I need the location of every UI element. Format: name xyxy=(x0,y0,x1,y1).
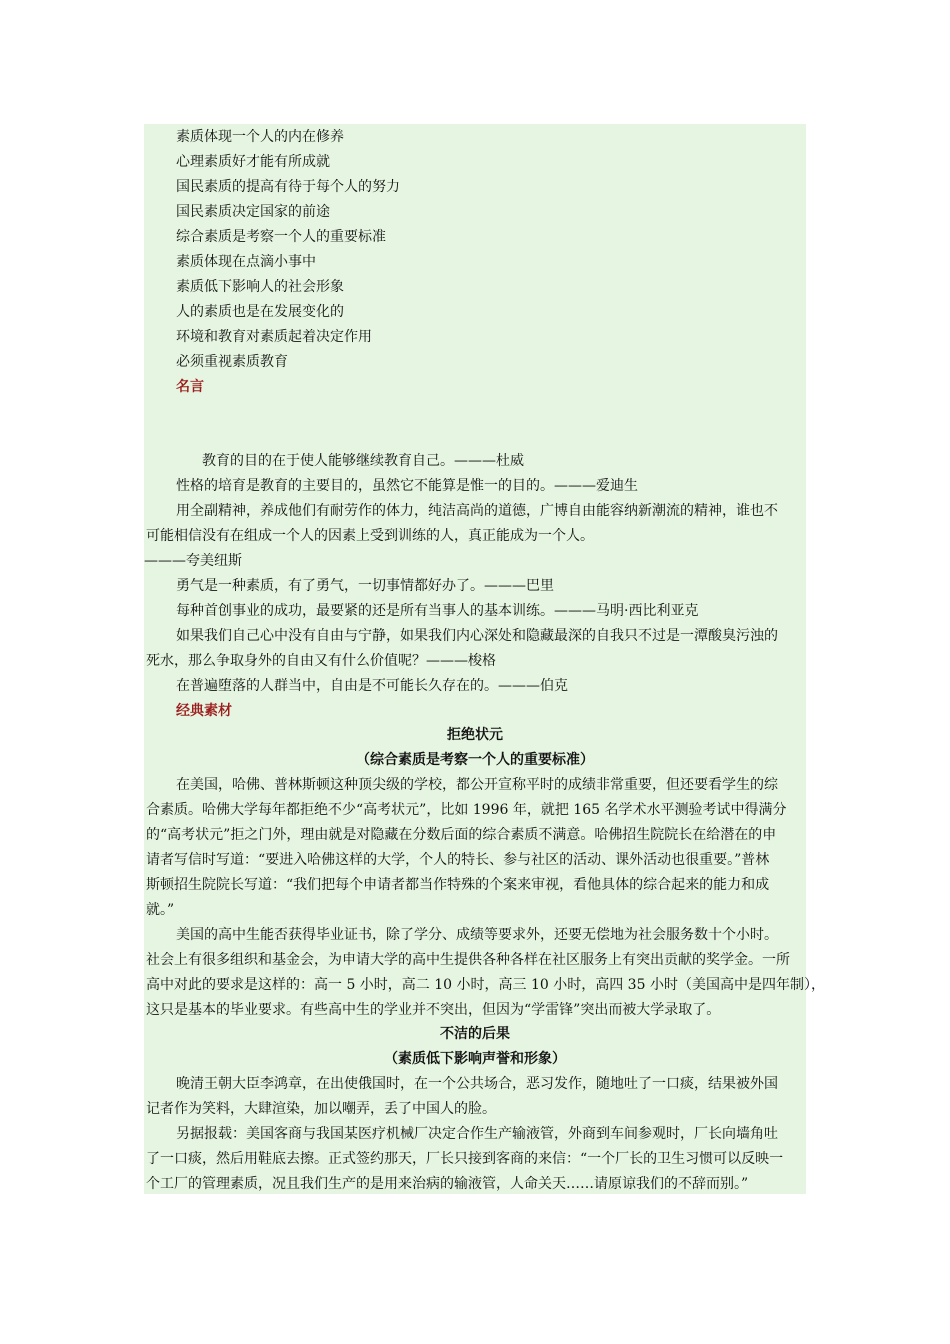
story-line: 了一口痰，然后用鞋底去擦。正式签约那天，厂长只接到客商的来信：“一个厂长的卫生习惯可以反映一 xyxy=(146,1151,784,1167)
story-line: 个工厂的管理素质，况且我们生产的是用来治病的输液管，人命关天……请原谅我们的不辞而别。” xyxy=(146,1176,749,1192)
story-subtitle: （素质低下影响声誉和形象） xyxy=(384,1051,566,1067)
quote-line: 死水，那么争取身外的自由又有什么价值呢？———梭格 xyxy=(146,653,496,669)
quote-line: 可能相信没有在组成一个人的因素上受到训练的人，真正能成为一个人。 xyxy=(146,528,594,544)
story-line: 美国的高中生能否获得毕业证书，除了学分、成绩等要求外，还要无偿地为社会服务数十个小时。 xyxy=(176,927,778,943)
quote-line: ———夸美纽斯 xyxy=(144,553,242,569)
story-line: 另据报载：美国客商与我国某医疗机械厂决定合作生产输液管，外商到车间参观时，厂长向墙角吐 xyxy=(176,1126,778,1142)
story-title: 不洁的后果 xyxy=(440,1026,510,1042)
story-line: 斯顿招生院院长写道：“我们把每个申请者都当作特殊的个案来审视，看他具体的综合起来的能力和成 xyxy=(146,877,770,893)
story-line: 晚清王朝大臣李鸿章，在出使俄国时，在一个公共场合，恶习发作，随地吐了一口痰，结果被外国 xyxy=(176,1076,778,1092)
story-subtitle: （综合素质是考察一个人的重要标准） xyxy=(356,752,594,768)
intro-line: 素质体现一个人的内在修养 xyxy=(176,129,344,145)
quote-line: 教育的目的在于使人能够继续教育自己。———杜威 xyxy=(202,453,524,469)
classic-heading: 经典素材 xyxy=(176,703,232,719)
intro-line: 国民素质决定国家的前途 xyxy=(176,204,330,220)
story-line: 请者写信时写道：“要进入哈佛这样的大学，个人的特长、参与社区的活动、课外活动也很重要。”普林 xyxy=(146,852,770,868)
quote-line: 每种首创事业的成功，最要紧的还是所有当事人的基本训练。———马明·西比利亚克 xyxy=(176,603,699,619)
quotes-heading: 名言 xyxy=(176,379,204,395)
quote-line: 用全副精神，养成他们有耐劳作的体力，纯洁高尚的道德，广博自由能容纳新潮流的精神，谁也不 xyxy=(176,503,778,519)
quote-line: 性格的培育是教育的主要目的，虽然它不能算是惟一的目的。———爱迪生 xyxy=(176,478,638,494)
story-line: 社会上有很多组织和基金会，为申请大学的高中生提供各种各样在社区服务上有突出贡献的奖学金。一所 xyxy=(146,952,790,968)
story-line: 高中对此的要求是这样的：高一 5 小时，高二 10 小时，高三 10 小时，高四 35 小时（美国高中是四年制）， xyxy=(146,977,825,993)
intro-line: 环境和教育对素质起着决定作用 xyxy=(176,329,372,345)
quote-line: 如果我们自己心中没有自由与宁静，如果我们内心深处和隐藏最深的自我只不过是一潭酸臭污浊的 xyxy=(176,628,778,644)
intro-line: 素质低下影响人的社会形象 xyxy=(176,279,344,295)
intro-line: 必须重视素质教育 xyxy=(176,354,288,370)
story-line: 合素质。哈佛大学每年都拒绝不少“高考状元”，比如 1996 年，就把 165 名学术水平测验考试中得满分 xyxy=(146,802,787,818)
intro-line: 人的素质也是在发展变化的 xyxy=(176,304,344,320)
quote-line: 在普遍堕落的人群当中，自由是不可能长久存在的。———伯克 xyxy=(176,678,568,694)
intro-line: 综合素质是考察一个人的重要标准 xyxy=(176,229,386,245)
story-line: 这只是基本的毕业要求。有些高中生的学业并不突出，但因为“学雷锋”突出而被大学录取了。 xyxy=(146,1002,721,1018)
story-line: 的“高考状元”拒之门外，理由就是对隐藏在分数后面的综合素质不满意。哈佛招生院院长在给潜在的申 xyxy=(146,827,777,843)
story-line: 记者作为笑料，大肆渲染，加以嘲弄，丢了中国人的脸。 xyxy=(146,1101,496,1117)
intro-line: 国民素质的提高有待于每个人的努力 xyxy=(176,179,400,195)
intro-line: 素质体现在点滴小事中 xyxy=(176,254,316,270)
intro-line: 心理素质好才能有所成就 xyxy=(176,154,330,170)
story-line: 就。” xyxy=(146,902,175,918)
quote-line: 勇气是一种素质，有了勇气，一切事情都好办了。———巴里 xyxy=(176,578,554,594)
story-title: 拒绝状元 xyxy=(447,727,503,743)
story-line: 在美国，哈佛、普林斯顿这种顶尖级的学校，都公开宣称平时的成绩非常重要，但还要看学生的综 xyxy=(176,777,778,793)
